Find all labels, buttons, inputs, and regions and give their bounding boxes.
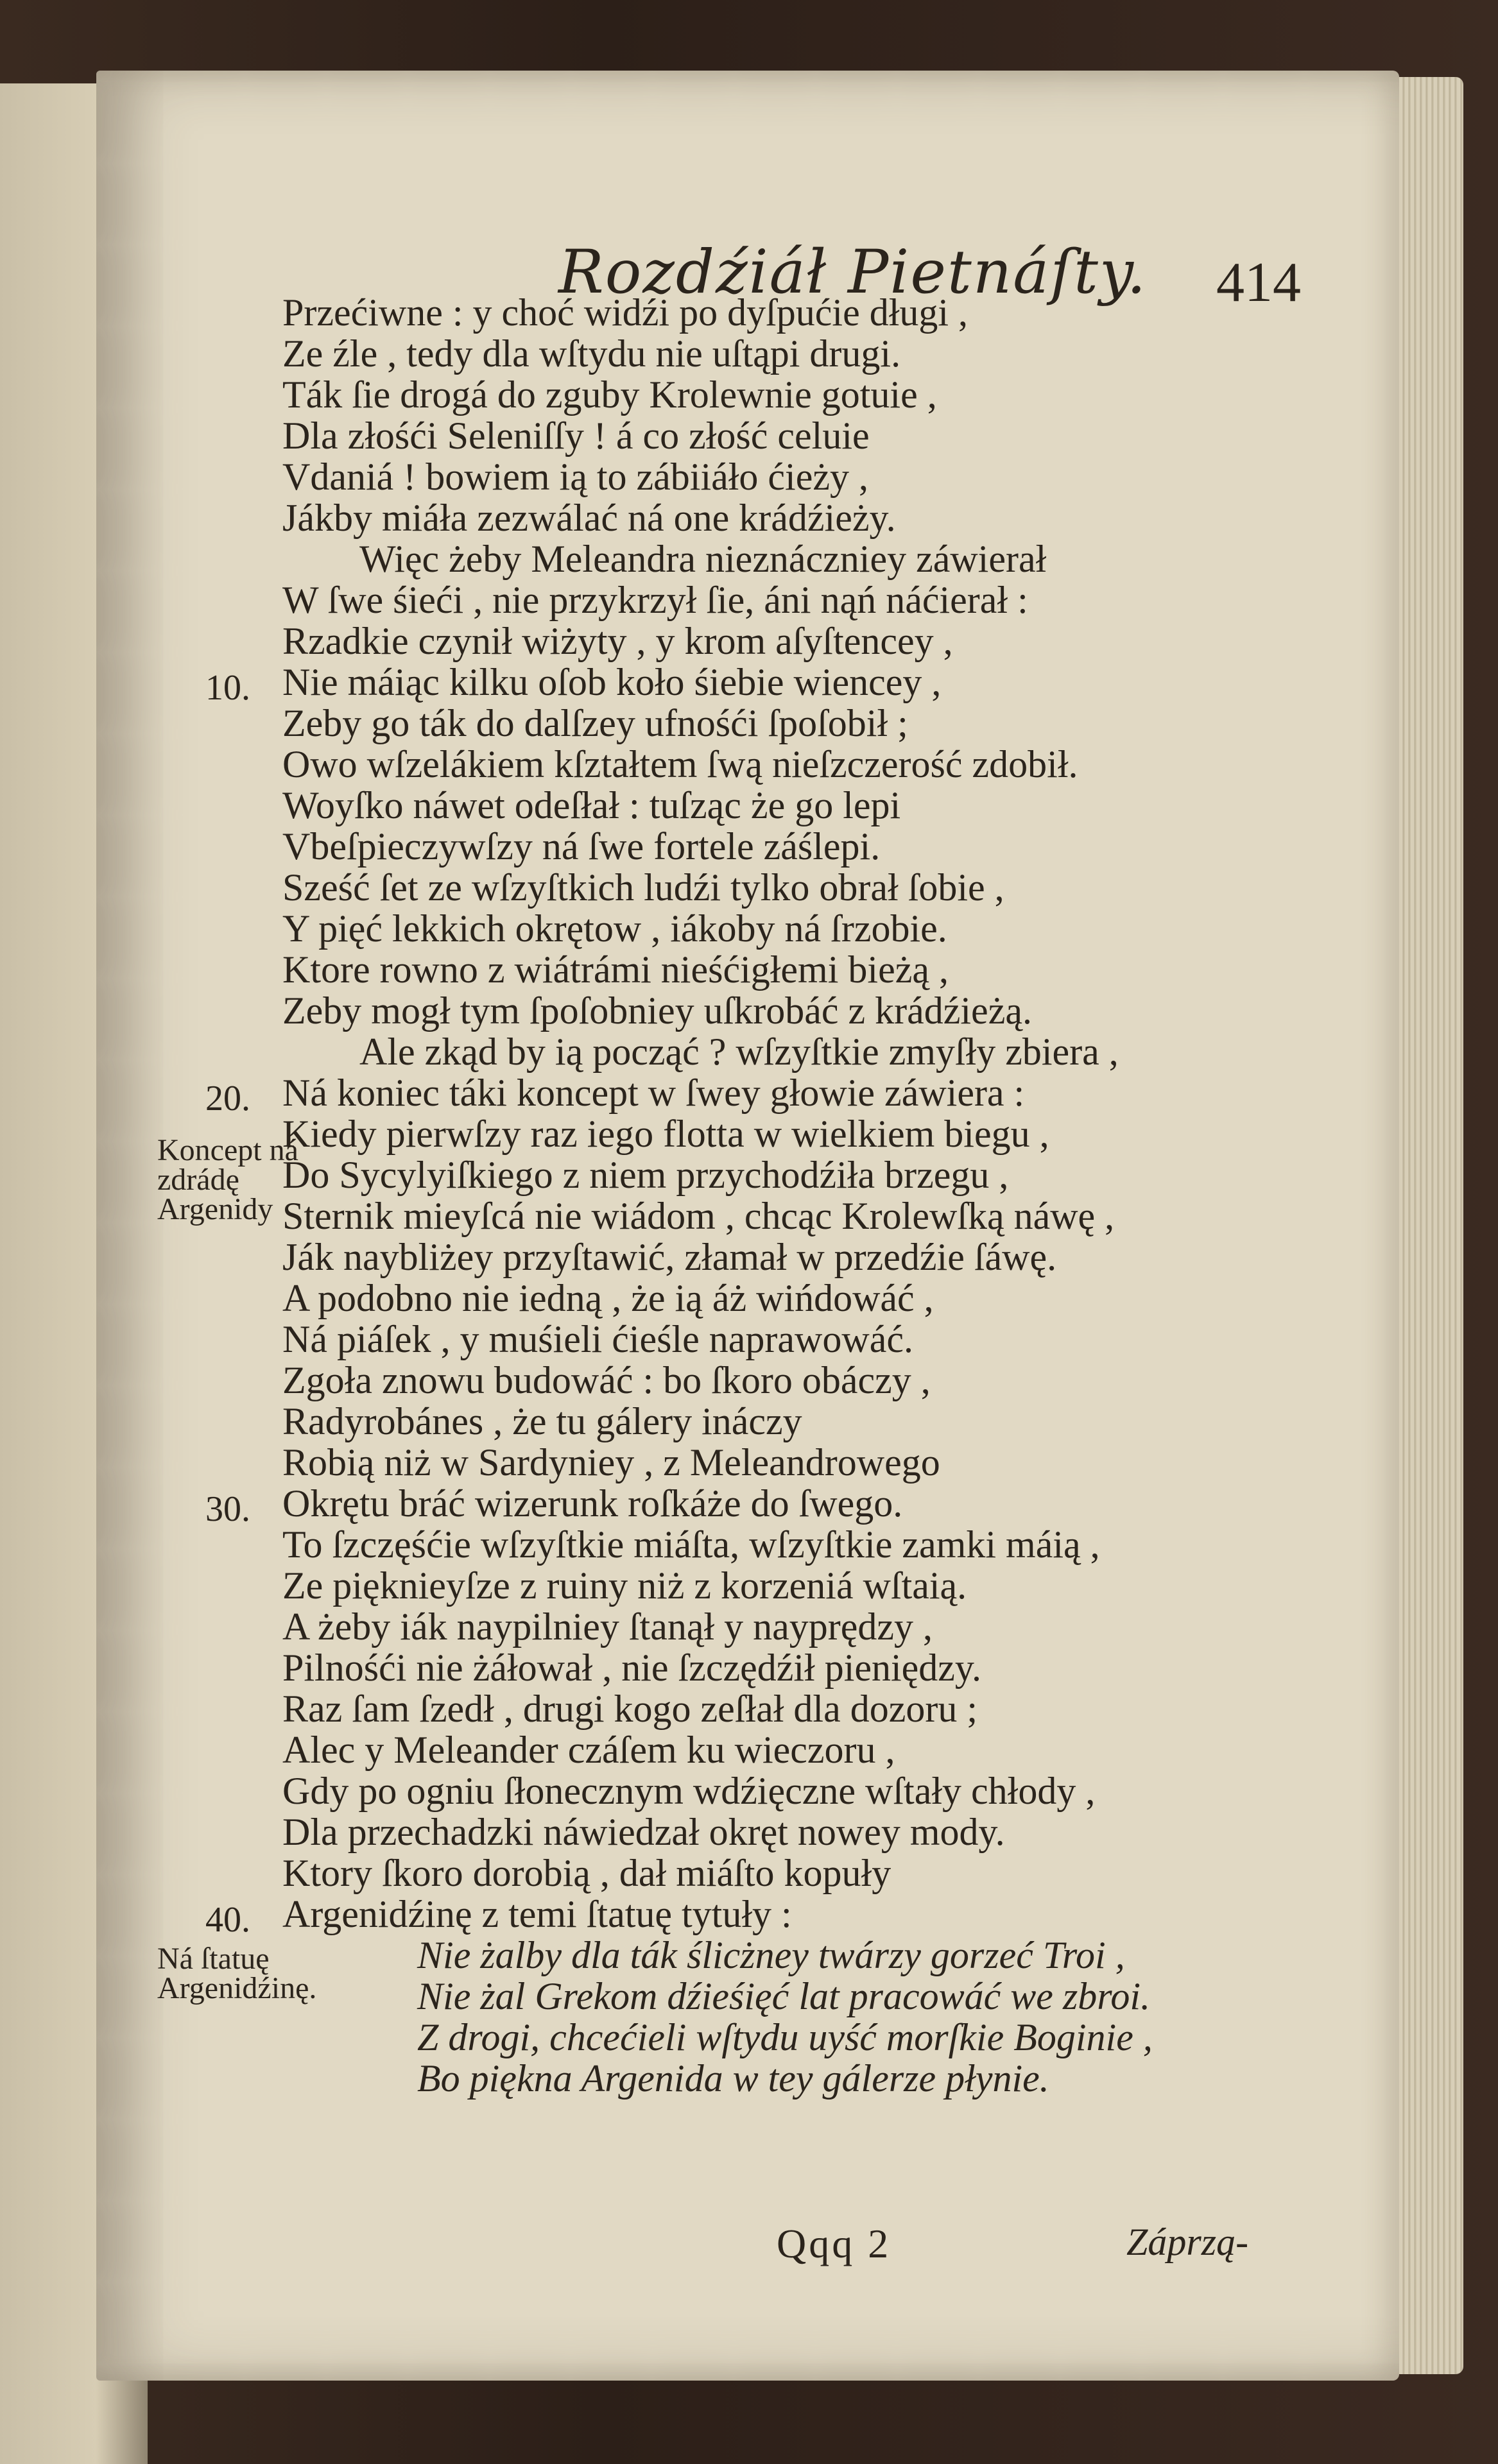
page-edges [1399,77,1463,2374]
inscription-line: Nie żal Grekom dźieśięć lat pracowáć we zbroi. [417,1975,1151,2017]
verse-line: Radyrobánes , że tu gálery ináczy [282,1400,802,1442]
page-number: 414 [1216,252,1301,314]
verse-line: Ják naybliżey przyſtawić, złamał w przedźie ſáwę. [282,1236,1057,1278]
verse-line: Vdaniá ! bowiem ią to zábiiáło ćieży , [282,456,868,498]
verse-line: Argenidźinę z temi ſtatuę tytuły : [282,1893,792,1935]
verse-line: To ſzczęśćie wſzyſtkie miáſta, wſzyſtkie zamki máią , [282,1523,1100,1566]
catchword: Záprzą- [1126,2221,1249,2263]
signature-mark: Qqq 2 [777,2221,891,2266]
line-number-20: 20. [205,1079,250,1118]
verse-line: Nie máiąc kilku oſob koło śiebie wiencey , [282,661,942,703]
verse-line: Ktory ſkoro dorobią , dał miáſto kopuły [282,1852,891,1894]
verse-line: Sześć ſet ze wſzyſtkich ludźi tylko obrał ſobie , [282,866,1004,909]
verse-line: Raz ſam ſzedł , drugi kogo zeſłał dla dozoru ; [282,1688,977,1730]
verse-line: Woyſko náwet odeſłał : tuſząc że go lepi [282,784,901,826]
verse-line: Przećiwne : y choć widźi po dyſpućie długi , [282,291,969,334]
inscription-line: Z drogi, chcećieli wſtydu uyść morſkie Boginie , [417,2016,1153,2058]
verse-line: Gdy po ogniu ſłonecznym wdźięczne wſtały chłody , [282,1770,1096,1812]
verse-line: Jákby miáła zezwálać ná one krádźieży. [282,497,896,539]
verse-line: Sternik mieyſcá nie wiádom , chcąc Krolewſką náwę , [282,1195,1115,1237]
line-number-30: 30. [205,1489,250,1529]
verse-text [282,292,1232,2099]
verse-line: A żeby iák naypilniey ſtanął y nayprędzy , [282,1605,933,1648]
verse-line: Więc żeby Meleandra nieznáczniey záwierał [359,538,1047,580]
verse-line: Ze pięknieyſze z ruiny niż z korzeniá wſtaią. [282,1564,967,1607]
verse-line: Ták ſie drogá do zguby Krolewnie gotuie , [282,373,937,416]
margin-note-koncept: Koncept ná zdrádę Argenidy [157,1133,298,1226]
verse-line: Ná koniec táki koncept w ſwey głowie záwiera : [282,1072,1025,1114]
verse-line: Y pięć lekkich okrętow , iákoby ná ſrzobie. [282,907,947,950]
verse-line: Robią niż w Sardyniey , z Meleandrowego [282,1441,940,1484]
verse-line: Pilnośći nie żáłował , nie ſzczędźił pieniędzy. [282,1647,982,1689]
line-number-10: 10. [205,668,250,708]
verse-line: Vbeſpieczywſzy ná ſwe fortele záślepi. [282,825,881,868]
verse-line: Alec y Meleander czáſem ku wieczoru , [282,1729,895,1771]
verse-line: Dla przechadzki náwiedzał okręt nowey mody. [282,1811,1005,1853]
verse-line: Zgoła znowu budowáć : bo ſkoro obáczy , [282,1359,931,1401]
verse-line: Zeby go ták do dalſzey ufnośći ſpoſobił ; [282,702,908,744]
inscription-line: Bo piękna Argenida w tey gálerze płynie. [417,2057,1049,2100]
verse-line: Dla złośći Seleniſſy ! á co złość celuie [282,415,870,457]
verse-line: W ſwe śieći , nie przykrzył ſie, áni nąń náćierał : [282,579,1028,621]
margin-note-statue: Ná ſtatuę Argenidźinę. [157,1942,317,2005]
inscription-line: Nie żalby dla ták ślicżney twárzy gorzeć Troi , [417,1934,1125,1976]
line-number-40: 40. [205,1900,250,1940]
verse-line: Okrętu bráć wizerunk roſkáże do ſwego. [282,1482,903,1525]
verse-line: Kiedy pierwſzy raz iego flotta w wielkiem biegu , [282,1113,1049,1155]
verse-line: Ale zkąd by ią począć ? wſzyſtkie zmyſły zbiera , [359,1031,1119,1073]
verse-line: Owo wſzelákiem kſztałtem ſwą nieſzczerość zdobił. [282,743,1078,785]
verse-line: Ná piáſek , y muśieli ćieśle naprawowáć. [282,1318,913,1360]
verse-line: A podobno nie iedną , że ią áż wińdowáć , [282,1277,934,1319]
verse-line: Do Sycylyiſkiego z niem przychodźiła brzegu , [282,1154,1009,1196]
verse-line: Zeby mogł tym ſpoſobniey uſkrobáć z krádźieżą. [282,989,1032,1032]
verse-line: Ze źle , tedy dla wſtydu nie uſtąpi drugi. [282,332,901,375]
verse-line: Rzadkie czynił wiżyty , y krom aſyſtencey , [282,620,953,662]
running-head: Rozdźiáł Pietnáſty. [558,237,1148,307]
verse-line: Ktore rowno z wiátrámi nieśćigłemi bieżą , [282,948,949,991]
page-footer [0,2220,1498,2278]
